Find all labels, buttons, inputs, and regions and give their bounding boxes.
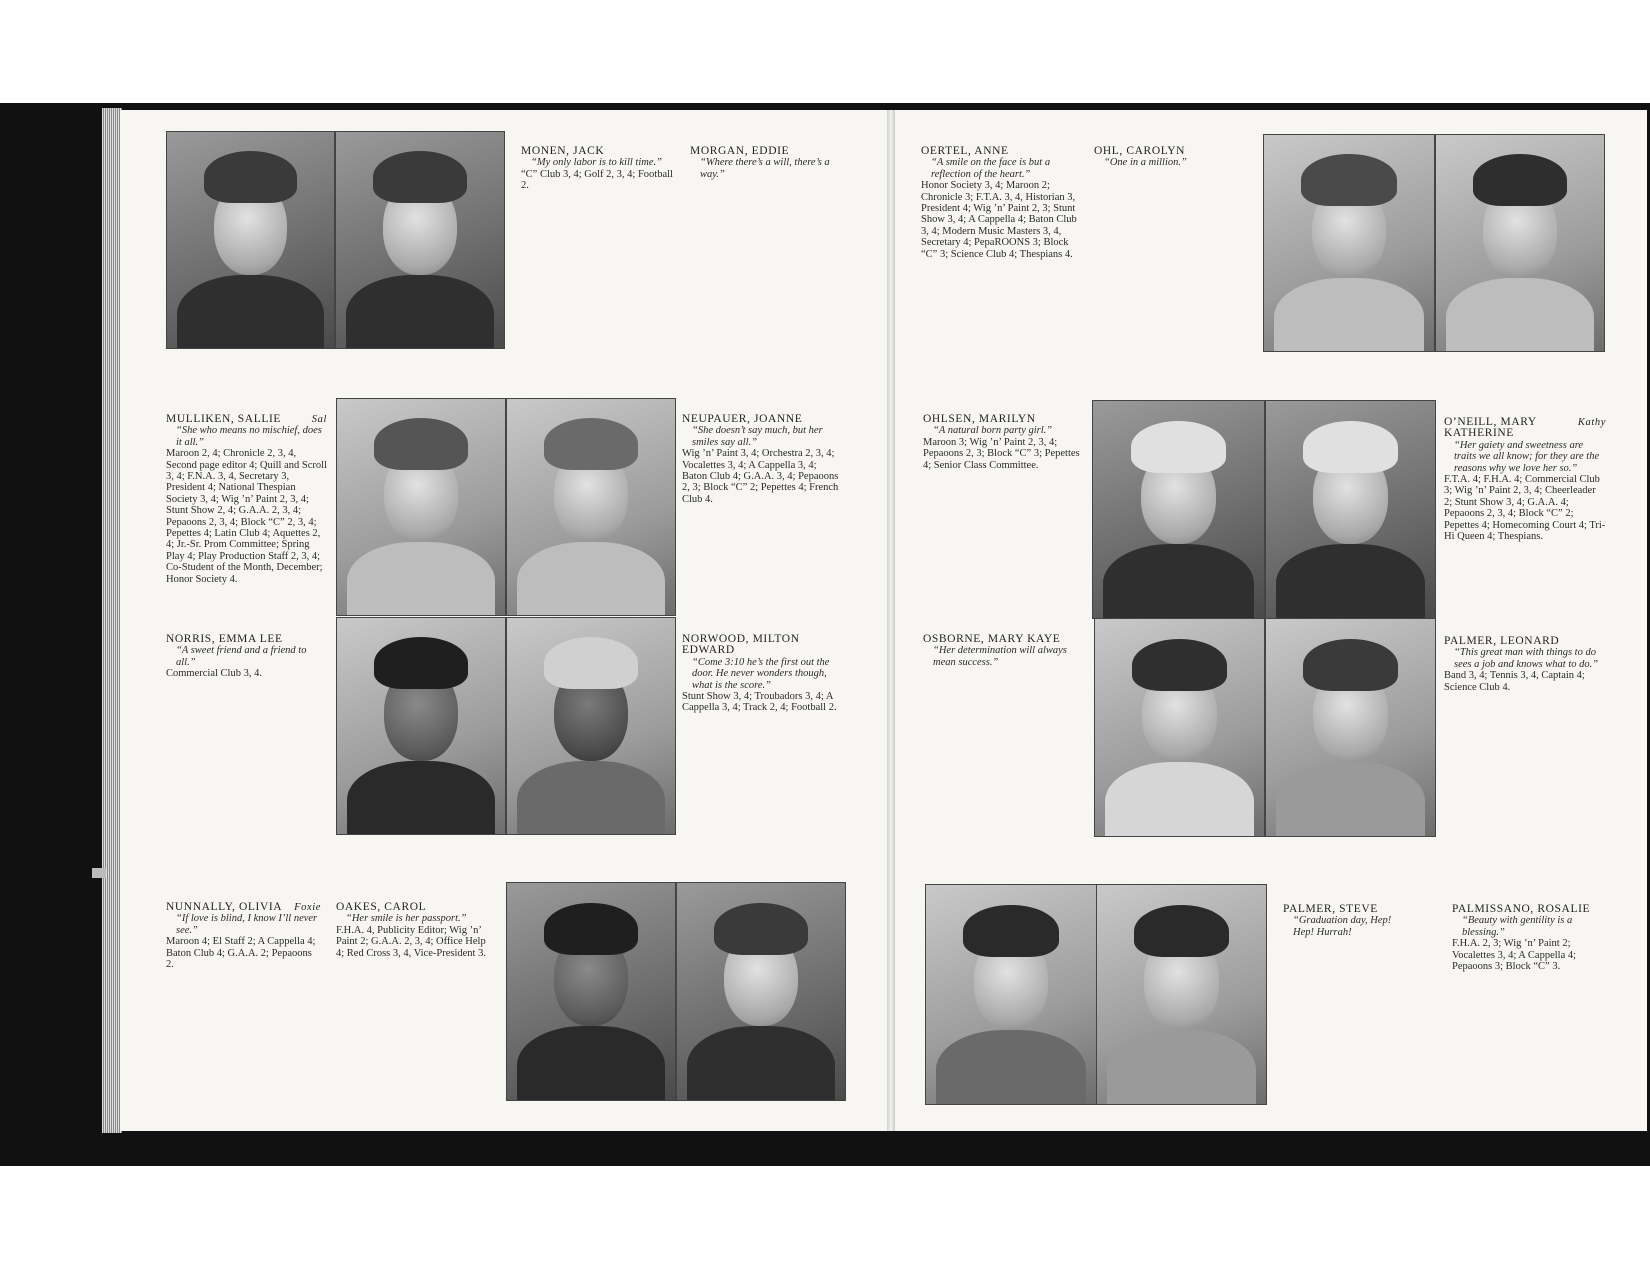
student-name: NORWOOD, MILTON EDWARD [682,633,800,657]
student-name: PALMER, LEONARD [1444,635,1560,647]
entry-ohlsen-marilyn [923,414,1087,471]
entry-norwood-milton-edward [682,634,844,714]
student-quote: “One in a million.” [1104,157,1187,169]
entry-palmer-leonard [1444,636,1606,693]
entry-monen-jack [521,146,677,192]
portrait-ohl-carolyn [1435,134,1605,352]
entry-oertel-anne [921,146,1079,260]
student-name-text: NUNNALLY, OLIVIA [166,901,283,913]
student-nickname: Foxie [294,902,321,913]
student-quote: “Beauty with gentility is a blessing.” [1462,915,1573,938]
portrait-palmissano-rosalie [1096,884,1267,1105]
student-activities: Wig ’n’ Paint 3, 4; Orchestra 2, 3, 4; Vocalettes 3, 4; A Cappella 3, 4; Baton Club 4; G.A.A. 3, 4; Pepaoons 2, 3; Block “C” 2; Pepettes 4; French Club 4. [682,448,839,505]
entry-palmer-steve [1283,904,1409,938]
student-activities: Maroon 4; El Staff 2; A Cappella 4; Baton Club 4; G.A.A. 2; Pepaoons 2. [166,936,316,971]
portrait-nunnally-olivia [506,882,676,1101]
student-quote: “Come 3:10 he’s the first out the door. He never wonders though, what is the score.” [692,656,830,691]
student-nickname: Kathy [1577,417,1606,428]
student-name: PALMER, STEVE [1283,903,1378,915]
student-name: OHLSEN, MARILYN [923,413,1036,425]
student-name: OSBORNE, MARY KAYE [923,633,1061,645]
student-name-text: MULLIKEN, SALLIE [166,413,281,425]
portrait-palmer-leonard [1265,618,1436,837]
student-quote: “Her determination will always mean success.” [933,645,1067,668]
student-activities: Commercial Club 3, 4. [166,668,262,680]
student-quote: “She who means no mischief, does it all.” [176,425,322,448]
entry-mulliken-sallie [166,414,327,585]
student-quote: “Her gaiety and sweetness are traits we all know; for they are the reasons why we love her so.” [1454,439,1600,474]
student-activities: Maroon 3; Wig ’n’ Paint 2, 3, 4; Pepaoons 2, 3; Block “C” 3; Pepettes 4; Senior Class Committee. [923,436,1080,471]
portrait-neupauer-joanne [506,398,676,616]
student-name: OERTEL, ANNE [921,145,1009,157]
entry-morgan-eddie [690,146,846,180]
entry-palmissano-rosalie [1452,904,1608,972]
portrait-oneill-mary-katherine [1265,400,1436,619]
student-activities: Maroon 2, 4; Chronicle 2, 3, 4, Second page editor 4; Quill and Scroll 3, 4; F.N.A. 3, 4, Secretary 3, President 4; National Thespian Society 3, 4; Wig ’n’ Paint 2, 3, 4; Stunt Show 2, 4; G.A.A. 2, 3, 4; Pepaoons 2, 3, 4; Block “C” 2, 3, 4; Pepettes 4; Latin Club 4; Aquettes 2, 4; Jr.-Sr. Prom Committee; Spring Play 4; Play Production Staff 2, 3, 4; Co-Student of the Month, December; Honor Society 4. [166,448,327,585]
student-name: MORGAN, EDDIE [690,145,790,157]
student-activities: “C” Club 3, 4; Golf 2, 3, 4; Football 2. [521,168,673,192]
page-edges [102,108,122,1133]
student-quote: “If love is blind, I know I’ll never see.” [176,913,318,936]
student-quote: “My only labor is to kill time.” [531,157,662,169]
portrait-ohlsen-marilyn [1092,400,1265,619]
student-name-text: O’NEILL, MARY KATHERINE [1444,416,1537,440]
student-quote: “A smile on the face is but a reflection of the heart.” [931,157,1051,180]
student-name: NORRIS, EMMA LEE [166,633,283,645]
student-activities: Band 3, 4; Tennis 3, 4, Captain 4; Science Club 4. [1444,670,1585,693]
portrait-norris-emma-lee [336,617,506,835]
student-name [166,414,327,425]
student-name [1444,417,1606,440]
student-name: PALMISSANO, ROSALIE [1452,903,1591,915]
entry-norris-emma-lee [166,634,328,680]
entry-oneill-mary-katherine [1444,417,1606,542]
student-quote: “A sweet friend and a friend to all.” [176,645,307,668]
student-name: NEUPAUER, JOANNE [682,413,803,425]
book-gutter [887,110,895,1131]
entry-ohl-carolyn [1094,146,1254,169]
student-quote: “She doesn’t say much, but her smiles say all.” [692,425,823,448]
entry-osborne-mary-kaye [923,634,1087,668]
student-quote: “Graduation day, Hep! Hep! Hurrah! [1293,915,1392,938]
student-activities: F.T.A. 4; F.H.A. 4; Commercial Club 3; Wig ’n’ Paint 2, 3, 4; Cheerleader 2; Stunt Show 3, 4; G.A.A. 4; Pepaoons 2, 3, 4; Block “C” 2; Pepettes 4; Homecoming Court 4; Tri-Hi Queen 4; Thespians. [1444,474,1606,543]
portrait-osborne-mary-kaye [1094,618,1265,837]
student-name: MONEN, JACK [521,145,605,157]
portrait-norwood-milton-edward [506,617,676,835]
portrait-monen-jack [166,131,335,349]
student-nickname: Sal [311,414,327,425]
student-activities: Honor Society 3, 4; Maroon 2; Chronicle 3; F.T.A. 3, 4, Historian 3, President 4; Wig ’n’ Paint 2, 3; Stunt Show 3, 4; A Cappella 4; Baton Club 3, 4; Modern Music Masters 3, 4, Secretary 4; PepaROONS 3; Block “C” 3; Science Club 4; Thespians 4. [921,180,1077,260]
portrait-mulliken-sallie [336,398,506,616]
student-quote: “This great man with things to do sees a job and knows what to do.” [1454,647,1599,670]
student-quote: “Where there’s a will, there’s a way.” [700,157,830,180]
student-activities: F.H.A. 4, Publicity Editor; Wig ’n’ Paint 2; G.A.A. 2, 3, 4; Office Help 4; Red Cross 3, 4, Vice-President 3. [336,924,486,959]
student-quote: “A natural born party girl.” [933,425,1053,437]
student-activities: Stunt Show 3, 4; Troubadors 3, 4; A Cappella 3, 4; Track 2, 4; Football 2. [682,691,837,714]
student-quote: “Her smile is her passport.” [346,913,467,925]
portrait-oakes-carol [676,882,846,1101]
entry-oakes-carol [336,902,494,959]
student-name: OHL, CAROLYN [1094,145,1186,157]
portrait-oertel-anne [1263,134,1435,352]
portrait-palmer-steve [925,884,1097,1105]
entry-neupauer-joanne [682,414,844,505]
student-name [166,902,321,913]
entry-nunnally-olivia [166,902,321,970]
page-tab [92,868,106,878]
student-activities: F.H.A. 2, 3; Wig ’n’ Paint 2; Vocalettes 3, 4; A Cappella 4; Pepaoons 3; Block “C” 3. [1452,938,1577,973]
portrait-morgan-eddie [335,131,505,349]
student-name: OAKES, CAROL [336,901,427,913]
